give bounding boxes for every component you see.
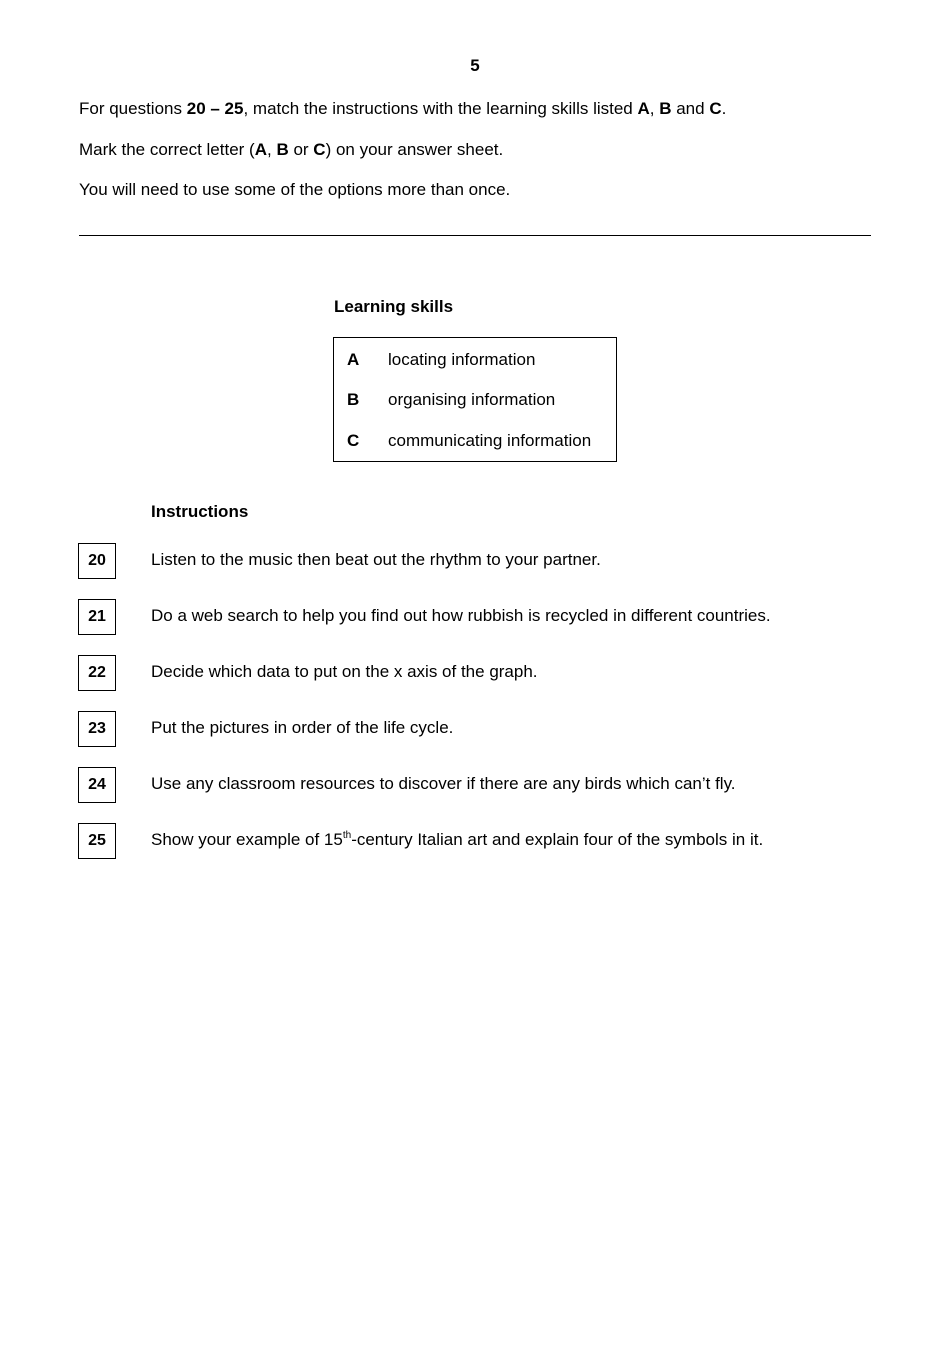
option-letter-a: A: [637, 99, 650, 118]
horizontal-divider: [79, 235, 871, 236]
option-letter-b: B: [659, 99, 672, 118]
intro-line-2: [79, 140, 503, 160]
skill-option-a: [334, 350, 616, 370]
intro-line-2-comma: ,: [267, 140, 277, 159]
question-range: 20 – 25: [186, 99, 244, 118]
intro-line-3: You will need to use some of the options more than once.: [79, 180, 511, 199]
question-text: Use any classroom resources to discover if there are any birds which can’t fly.: [151, 774, 736, 793]
option-letter-b: B: [276, 140, 289, 159]
question-number-box: 22: [78, 655, 116, 691]
question-text: Listen to the music then beat out the rhythm to your partner.: [151, 550, 601, 569]
question-number-box: 20: [78, 543, 116, 579]
option-letter-c: C: [313, 140, 326, 159]
question-25: [78, 823, 878, 859]
intro-line-2-pre: Mark the correct letter (: [79, 140, 255, 159]
skill-letter: A: [347, 350, 360, 369]
intro-line-2-or: or: [288, 140, 314, 159]
question-22: [78, 655, 878, 691]
question-23: [78, 711, 878, 747]
question-20: [78, 543, 878, 579]
skill-letter: B: [347, 390, 360, 409]
intro-line-1: [79, 99, 726, 119]
question-number-box: 23: [78, 711, 116, 747]
skill-option-c: [334, 431, 616, 451]
question-number-box: 21: [78, 599, 116, 635]
intro-line-1-end: .: [721, 99, 727, 118]
instructions-title: Instructions: [151, 502, 249, 521]
skill-label: locating information: [388, 350, 536, 369]
skills-box: [333, 337, 617, 462]
skill-label: organising information: [388, 390, 556, 409]
page-number: 5: [470, 56, 480, 75]
option-letter-a: A: [254, 140, 267, 159]
question-24: [78, 767, 878, 803]
question-text-post: -century Italian art and explain four of the symbols in it.: [351, 830, 764, 849]
intro-line-2-end: ) on your answer sheet.: [325, 140, 504, 159]
ordinal-suffix: th: [342, 830, 352, 841]
intro-line-1-comma: ,: [649, 99, 660, 118]
intro-line-1-pre: For questions: [79, 99, 187, 118]
skill-label: communicating information: [388, 431, 592, 450]
question-number-box: 24: [78, 767, 116, 803]
question-text: Decide which data to put on the x axis of the graph.: [151, 662, 538, 681]
option-letter-c: C: [709, 99, 722, 118]
skills-title: Learning skills: [334, 297, 454, 316]
question-text: Do a web search to help you find out how rubbish is recycled in different countries.: [151, 606, 771, 625]
skill-option-b: [334, 390, 616, 410]
intro-line-1-and: and: [671, 99, 710, 118]
question-text-pre: Show your example of 15: [151, 830, 343, 849]
question-text: Put the pictures in order of the life cycle.: [151, 718, 454, 737]
question-text: [151, 830, 763, 850]
question-number-box: 25: [78, 823, 116, 859]
skill-letter: C: [347, 431, 360, 450]
question-21: [78, 599, 878, 635]
intro-line-1-mid: , match the instructions with the learning skills listed: [243, 99, 638, 118]
